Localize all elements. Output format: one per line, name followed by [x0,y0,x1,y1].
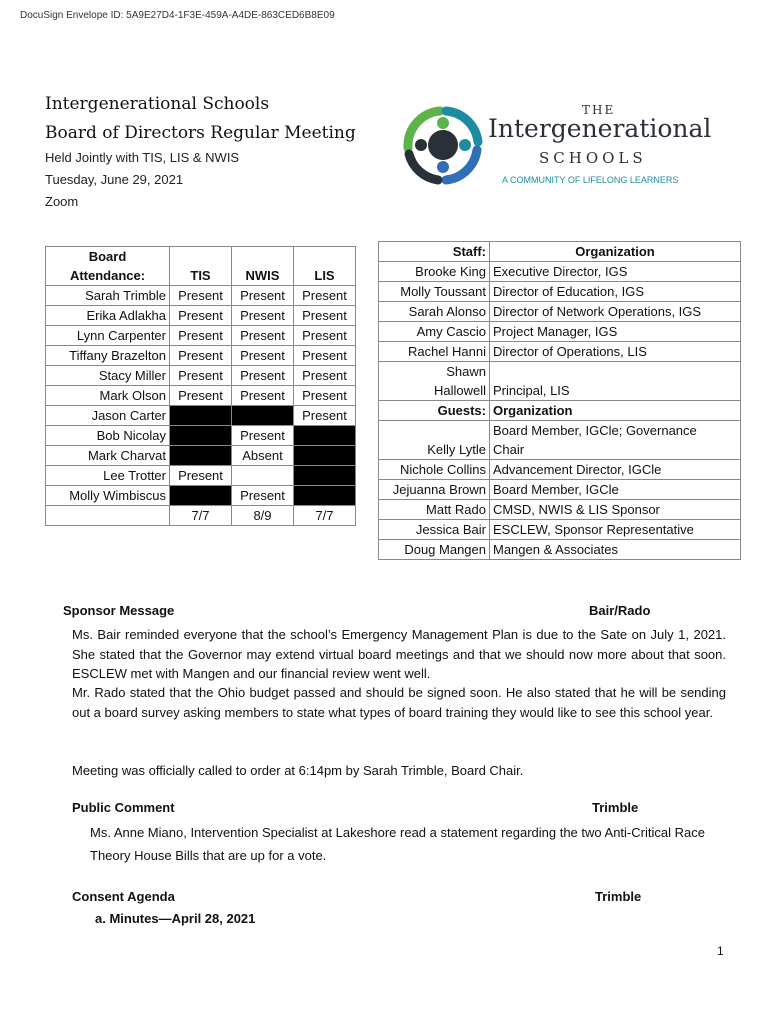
public-comment-presenter: Trimble [592,800,639,815]
meeting-date: Tuesday, June 29, 2021 [45,172,184,187]
staff-table [378,241,741,560]
consent-presenter: Trimble [595,889,642,904]
table-row: Sarah Trimble Present Present Present [46,286,356,306]
col-lis: LIS [294,247,356,286]
staff-label: Staff: [379,242,490,262]
table-row: Bob Nicolay Present [46,426,356,446]
consent-item-a: a. Minutes—April 28, 2021 [95,911,256,926]
sponsor-title: Sponsor Message [63,603,175,618]
school-logo [398,100,712,190]
col-tis: TIS [170,247,232,286]
attendance-table [45,246,356,526]
sponsor-presenter: Bair/Rado [589,603,651,618]
table-row: Stacy Miller Present Present Present [46,366,356,386]
meeting-location: Zoom [45,194,79,209]
table-row: Mark Charvat Absent [46,446,356,466]
table-row [379,242,741,262]
table-row: Molly Wimbiscus Present [46,486,356,506]
table-row: Brooke King Executive Director, IGS [379,262,741,282]
table-row: Kelly Lytle Board Member, IGCle; Governance Chair [379,421,741,460]
table-row: Mark Olson Present Present Present [46,386,356,406]
envelope-id: DocuSign Envelope ID: 5A9E27D4-1F3E-459A-A4DE-863CED6B8E09 [20,10,335,21]
logo-schools: SCHOOLS [539,149,647,167]
held-jointly: Held Jointly with TIS, LIS & NWIS [45,150,240,165]
table-row: Shawn Hallowell Principal, LIS [379,362,741,401]
page-number: 1 [717,944,724,958]
org-label: Organization [490,242,741,262]
table-row: Erika Adlakha Present Present Present [46,306,356,326]
table-row: Sarah Alonso Director of Network Operations, IGS [379,302,741,322]
table-row: Jessica Bair ESCLEW, Sponsor Representative [379,520,741,540]
table-row: Jason Carter Present [46,406,356,426]
table-row: Lee Trotter Present [46,466,356,486]
table-row: Tiffany Brazelton Present Present Present [46,346,356,366]
guests-label: Guests: [379,401,490,421]
table-row: Lynn Carpenter Present Present Present [46,326,356,346]
attendance-header: Board Attendance: [46,247,170,286]
sponsor-paragraph-2: Mr. Rado stated that the Ohio budget passed and should be signed soon. He also stated that he will be sending out a board survey asking members to state what types of board training they would like to see this school year. [72,685,726,720]
logo-tagline: A COMMUNITY OF LIFELONG LEARNERS [502,175,679,185]
public-comment-title: Public Comment [72,800,175,815]
logo-name: Intergenerational [488,114,712,143]
table-row: Guests: Organization [379,401,741,421]
table-row: Matt Rado CMSD, NWIS & LIS Sponsor [379,500,741,520]
meeting-title: Board of Directors Regular Meeting [45,123,356,143]
table-row: Jejuanna Brown Board Member, IGCle [379,480,741,500]
logo-mark-icon [400,102,486,188]
logo-the: THE [582,103,616,117]
table-row: Rachel Hanni Director of Operations, LIS [379,342,741,362]
org-title: Intergenerational Schools [45,94,270,114]
sponsor-paragraph-1: Ms. Bair reminded everyone that the school’s Emergency Management Plan is due to the Sate on July 1, 2021. She stated that the Governor may extend virtual board meetings and that we should now more about that soon. ESCLEW met with Mangen and our financial review went well. [72,627,726,681]
col-nwis: NWIS [232,247,294,286]
consent-title: Consent Agenda [72,889,175,904]
table-row: Molly Toussant Director of Education, IGS [379,282,741,302]
table-row: Doug Mangen Mangen & Associates [379,540,741,560]
table-row: Amy Cascio Project Manager, IGS [379,322,741,342]
public-comment-text: Ms. Anne Miano, Intervention Specialist at Lakeshore read a statement regarding the two Anti-Critical Race Theory House Bills that are up for a vote. [90,825,705,863]
table-row: Nichole Collins Advancement Director, IGCle [379,460,741,480]
call-to-order: Meeting was officially called to order at 6:14pm by Sarah Trimble, Board Chair. [72,763,524,778]
totals-row: 7/7 8/9 7/7 [46,506,356,526]
